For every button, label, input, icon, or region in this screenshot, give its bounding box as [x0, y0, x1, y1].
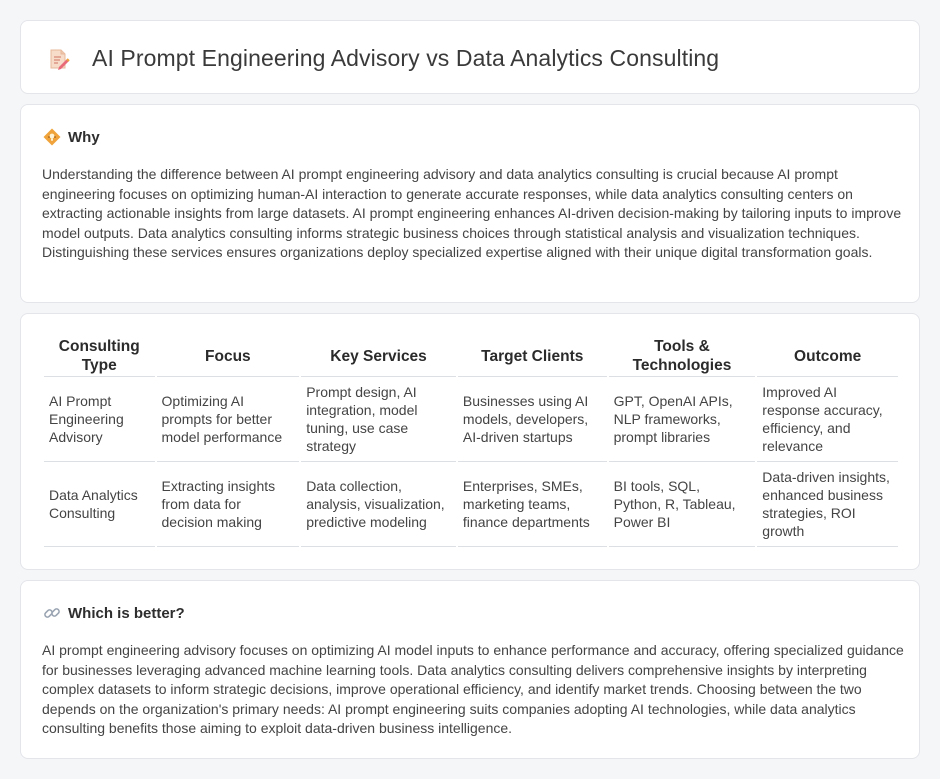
- which-is-better-section: [20, 580, 920, 759]
- column-header: Focus: [157, 336, 300, 377]
- header-card: [20, 20, 920, 94]
- table-cell: GPT, OpenAI APIs, NLP frameworks, prompt libraries: [609, 377, 756, 462]
- table-cell: Improved AI response accuracy, efficiency, and relevance: [757, 377, 898, 462]
- column-header: Outcome: [757, 336, 898, 377]
- comparison-table: [42, 336, 900, 547]
- page-title: AI Prompt Engineering Advisory vs Data Analytics Consulting: [92, 45, 720, 71]
- why-heading: [43, 128, 100, 146]
- table-cell: Data Analytics Consulting: [44, 462, 155, 547]
- table-row: [44, 377, 898, 462]
- table-cell: Enterprises, SMEs, marketing teams, finance departments: [458, 462, 607, 547]
- why-body: Understanding the difference between AI prompt engineering advisory and data analytics consulting is crucial because AI prompt engineering focuses on optimizing human-AI interaction to generate accurate responses, while data analytics consulting centers on extracting actionable insights from large datasets. AI prompt engineering enhances AI-driven decision-making by tailoring inputs to improve model outputs. Data analytics consulting informs strategic business choices through statistical analysis and visualization techniques. Distinguishing these services ensures organizations deploy specialized expertise aligned with their unique digital transformation goals.: [42, 166, 902, 261]
- comparison-table-card: [20, 313, 920, 570]
- link-icon: [43, 604, 61, 622]
- table-cell: Prompt design, AI integration, model tuning, use case strategy: [301, 377, 456, 462]
- table-header-row: [44, 336, 898, 377]
- column-header: Target Clients: [458, 336, 607, 377]
- why-section: [20, 104, 920, 303]
- table-cell: Optimizing AI prompts for better model performance: [157, 377, 300, 462]
- table-cell: Extracting insights from data for decision making: [157, 462, 300, 547]
- table-cell: Data-driven insights, enhanced business strategies, ROI growth: [757, 462, 898, 547]
- column-header: Key Services: [301, 336, 456, 377]
- better-body: AI prompt engineering advisory focuses on optimizing AI model inputs to enhance performance and accuracy, offering specialized guidance for businesses leveraging advanced machine learning tools. Data analytics consulting delivers comprehensive insights by interpreting complex datasets to inform strategic decisions, improve operational efficiency, and identify market trends. Choosing between the two depends on the organization's primary needs: AI prompt engineering suits companies adopting AI technologies, while data analytics consulting benefits those aiming to exploit data-driven business intelligence.: [42, 642, 904, 737]
- column-header: Consulting Type: [44, 336, 155, 377]
- table-cell: AI Prompt Engineering Advisory: [44, 377, 155, 462]
- table-cell: Data collection, analysis, visualization, predictive modeling: [301, 462, 456, 547]
- better-title: Which is better?: [68, 604, 185, 622]
- document-pencil-icon: [48, 48, 70, 70]
- better-heading: [43, 604, 185, 622]
- table-row: [44, 462, 898, 547]
- table-cell: Businesses using AI models, developers, AI-driven startups: [458, 377, 607, 462]
- table-cell: BI tools, SQL, Python, R, Tableau, Power BI: [609, 462, 756, 547]
- lightbulb-diamond-icon: [43, 128, 61, 146]
- why-title: Why: [68, 128, 100, 146]
- column-header: Tools & Technologies: [609, 336, 756, 377]
